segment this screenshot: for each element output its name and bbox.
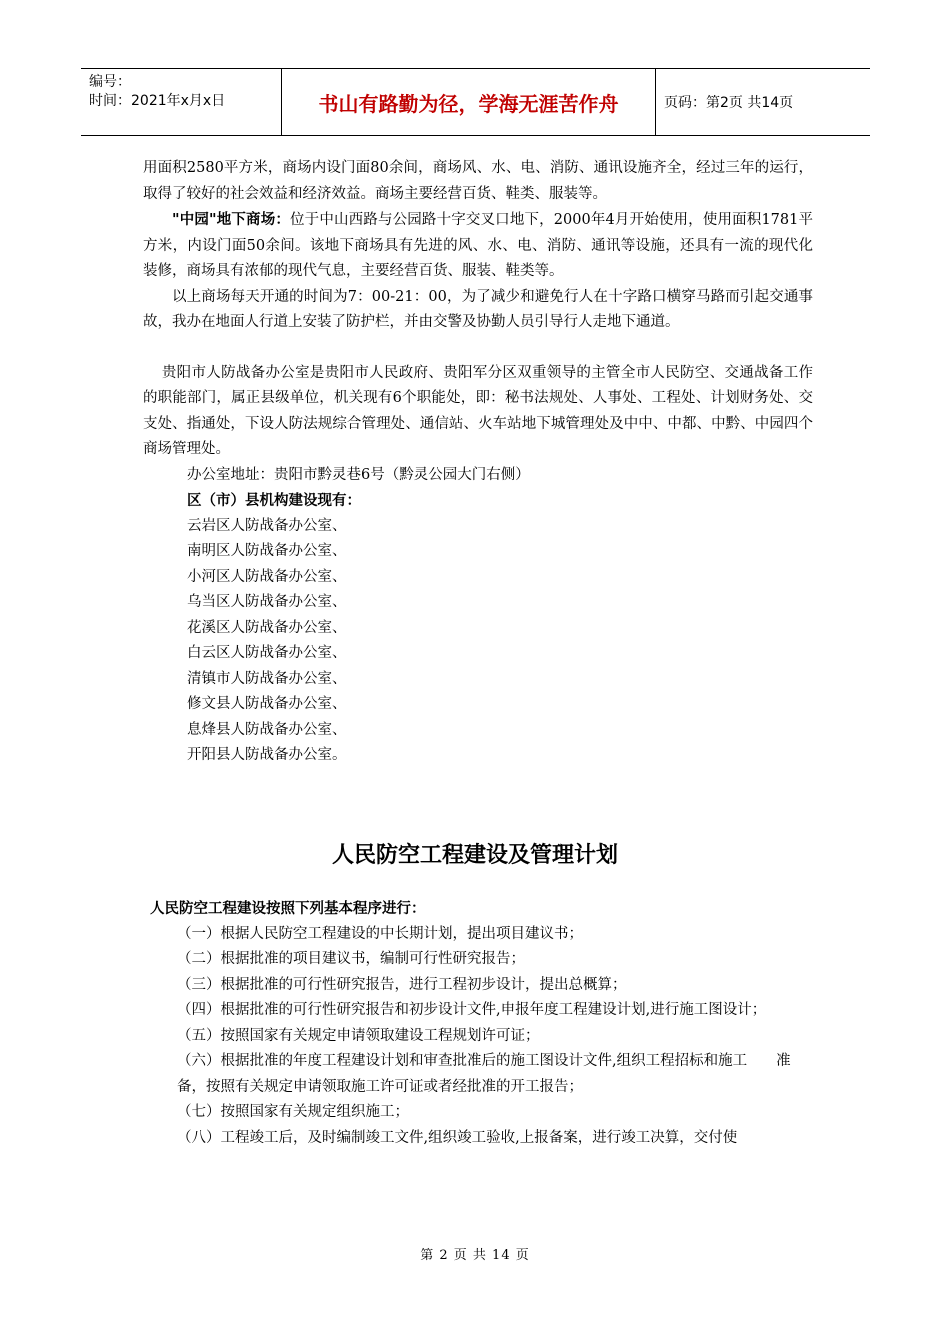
office-item: 乌当区人防战备办公室、 — [187, 594, 347, 610]
paragraph-3: 以上商场每天开通的时间为7：00-21：00，为了减少和避免行人在十字路口横穿马路而引起交通事故，我办在地面人行道上安装了防护栏，并由交警及协勤人员引导行人走地下通道。 — [143, 288, 813, 330]
step-item: （七）按照国家有关规定组织施工； — [177, 1104, 409, 1120]
office-item: 云岩区人防战备办公室、 — [187, 517, 347, 534]
step-item: （一）根据人民防空工程建设的中长期计划，提出项目建议书； — [177, 925, 583, 942]
body-content — [143, 156, 813, 769]
steps-block — [143, 896, 813, 1151]
office-item: 白云区人防战备办公室、 — [187, 645, 347, 661]
paragraph-1: 用面积2580平方米，商场内设门面80余间，商场风、水、电、消防、通讯设施齐全，经过三年的运行，取得了较好的社会效益和经济效益。商场主要经营百货、鞋类、服装等。 — [143, 160, 813, 202]
page-footer: 第 2 页 共 14 页 — [420, 1248, 530, 1263]
office-item: 开阳县人防战备办公室。 — [187, 747, 347, 763]
paragraph-2-text: 位于中山西路与公园路十字交叉口地下，2000年4月开始使用，使用面积1781平方米，内设门面50余间。该地下商场具有先进的风、水、电、消防、通讯等设施，还具有一流的现代化装修，商场具有浓郁的现代气息，主要经营百货、服装、鞋类等。 — [143, 212, 814, 279]
steps-intro: 人民防空工程建设按照下列基本程序进行： — [150, 900, 426, 917]
office-item: 息烽县人防战备办公室、 — [187, 721, 347, 738]
step-item: （二）根据批准的项目建议书，编制可行性研究报告； — [177, 951, 525, 967]
paragraph-4: 贵阳市人防战备办公室是贵阳市人民政府、贵阳军分区双重领导的主管全市人民防空、交通战备工作的职能部门，属正县级单位，机关现有6个职能处，即：秘书法规处、人事处、工程处、计划财务处、交支处、指通处，下设人防法规综合管理处、通信站、火车站地下城管理处及中中、中都、中黔、中园四个商场管理处。 — [143, 364, 813, 457]
step-item: （四）根据批准的可行性研究报告和初步设计文件,申报年度工程建设计划,进行施工图设计； — [177, 1002, 767, 1018]
header-page-label: 页码：第2页 共14页 — [664, 95, 794, 111]
office-item: 南明区人防战备办公室、 — [187, 543, 347, 559]
office-item: 花溪区人防战备办公室、 — [187, 619, 347, 636]
spacer — [143, 336, 813, 361]
step-item: （六）根据批准的年度工程建设计划和审查批准后的施工图设计文件,组织工程招标和施工 准备，按照有关规定申请领取施工许可证或者经批准的开工报告； — [177, 1053, 791, 1095]
header-motto: 书山有路勤为径，学海无涯苦作舟 — [282, 69, 656, 135]
paragraph-2 — [143, 207, 813, 285]
office-item: 清镇市人防战备办公室、 — [187, 670, 347, 687]
paragraph-2-heading: "中园"地下商场： — [172, 211, 291, 228]
header-meta — [81, 69, 282, 135]
header-table — [81, 68, 870, 136]
office-address: 办公室地址：贵阳市黔灵巷6号（黔灵公园大门右侧） — [187, 466, 530, 483]
date-label: 时间：2021年x月x日 — [89, 93, 226, 109]
office-item: 小河区人防战备办公室、 — [187, 568, 347, 585]
step-item: （三）根据批准的可行性研究报告，进行工程初步设计，提出总概算； — [177, 976, 627, 993]
office-list-title: 区（市）县机构建设现有： — [187, 492, 361, 509]
office-item: 修文县人防战备办公室、 — [187, 696, 347, 712]
step-item: （五）按照国家有关规定申请领取建设工程规划许可证； — [177, 1027, 540, 1044]
step-item: （八）工程竣工后，及时编制竣工文件,组织竣工验收,上报备案，进行竣工决算，交付使 — [177, 1129, 738, 1146]
section-title: 人民防空工程建设及管理计划 — [331, 843, 618, 868]
code-label: 编号： — [89, 74, 131, 90]
